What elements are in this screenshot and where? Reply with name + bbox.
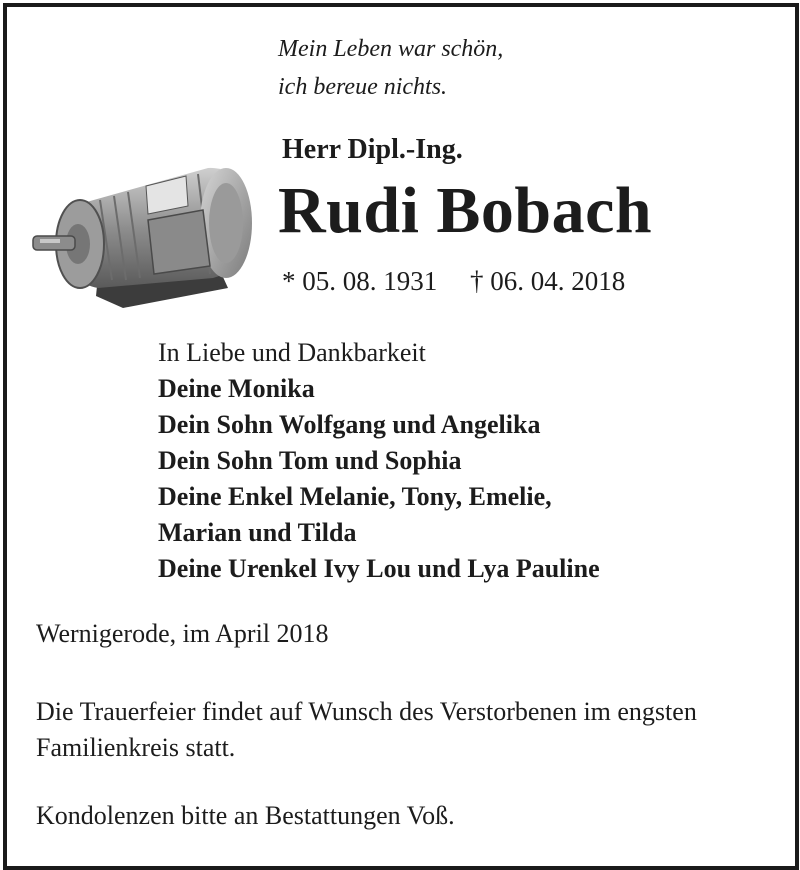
motto-line-1: Mein Leben war schön,: [278, 36, 504, 62]
family-line: Dein Sohn Wolfgang und Angelika: [158, 410, 541, 439]
family-line: Marian und Tilda: [158, 518, 357, 547]
place-date: Wernigerode, im April 2018: [36, 619, 329, 648]
family-intro: In Liebe und Dankbarkeit: [158, 338, 426, 367]
family-line: Deine Enkel Melanie, Tony, Emelie,: [158, 482, 552, 511]
death-date: † 06. 04. 2018: [470, 266, 626, 296]
motto-line-2: ich bereue nichts.: [278, 74, 448, 100]
birth-date: * 05. 08. 1931: [282, 266, 438, 296]
family-line: Dein Sohn Tom und Sophia: [158, 446, 462, 475]
funeral-notice: Die Trauerfeier findet auf Wunsch des Verstorbenen im engsten Familienkreis statt.: [36, 697, 697, 762]
deceased-name: Rudi Bobach: [278, 174, 653, 247]
family-line: Deine Monika: [158, 374, 315, 403]
family-list: [158, 335, 600, 587]
family-line: Deine Urenkel Ivy Lou und Lya Pauline: [158, 554, 600, 583]
condolence-note: Kondolenzen bitte an Bestattungen Voß.: [36, 801, 455, 830]
motto: [278, 30, 503, 106]
honorific: Herr Dipl.-Ing.: [282, 134, 463, 165]
electric-motor-icon: [28, 148, 262, 320]
